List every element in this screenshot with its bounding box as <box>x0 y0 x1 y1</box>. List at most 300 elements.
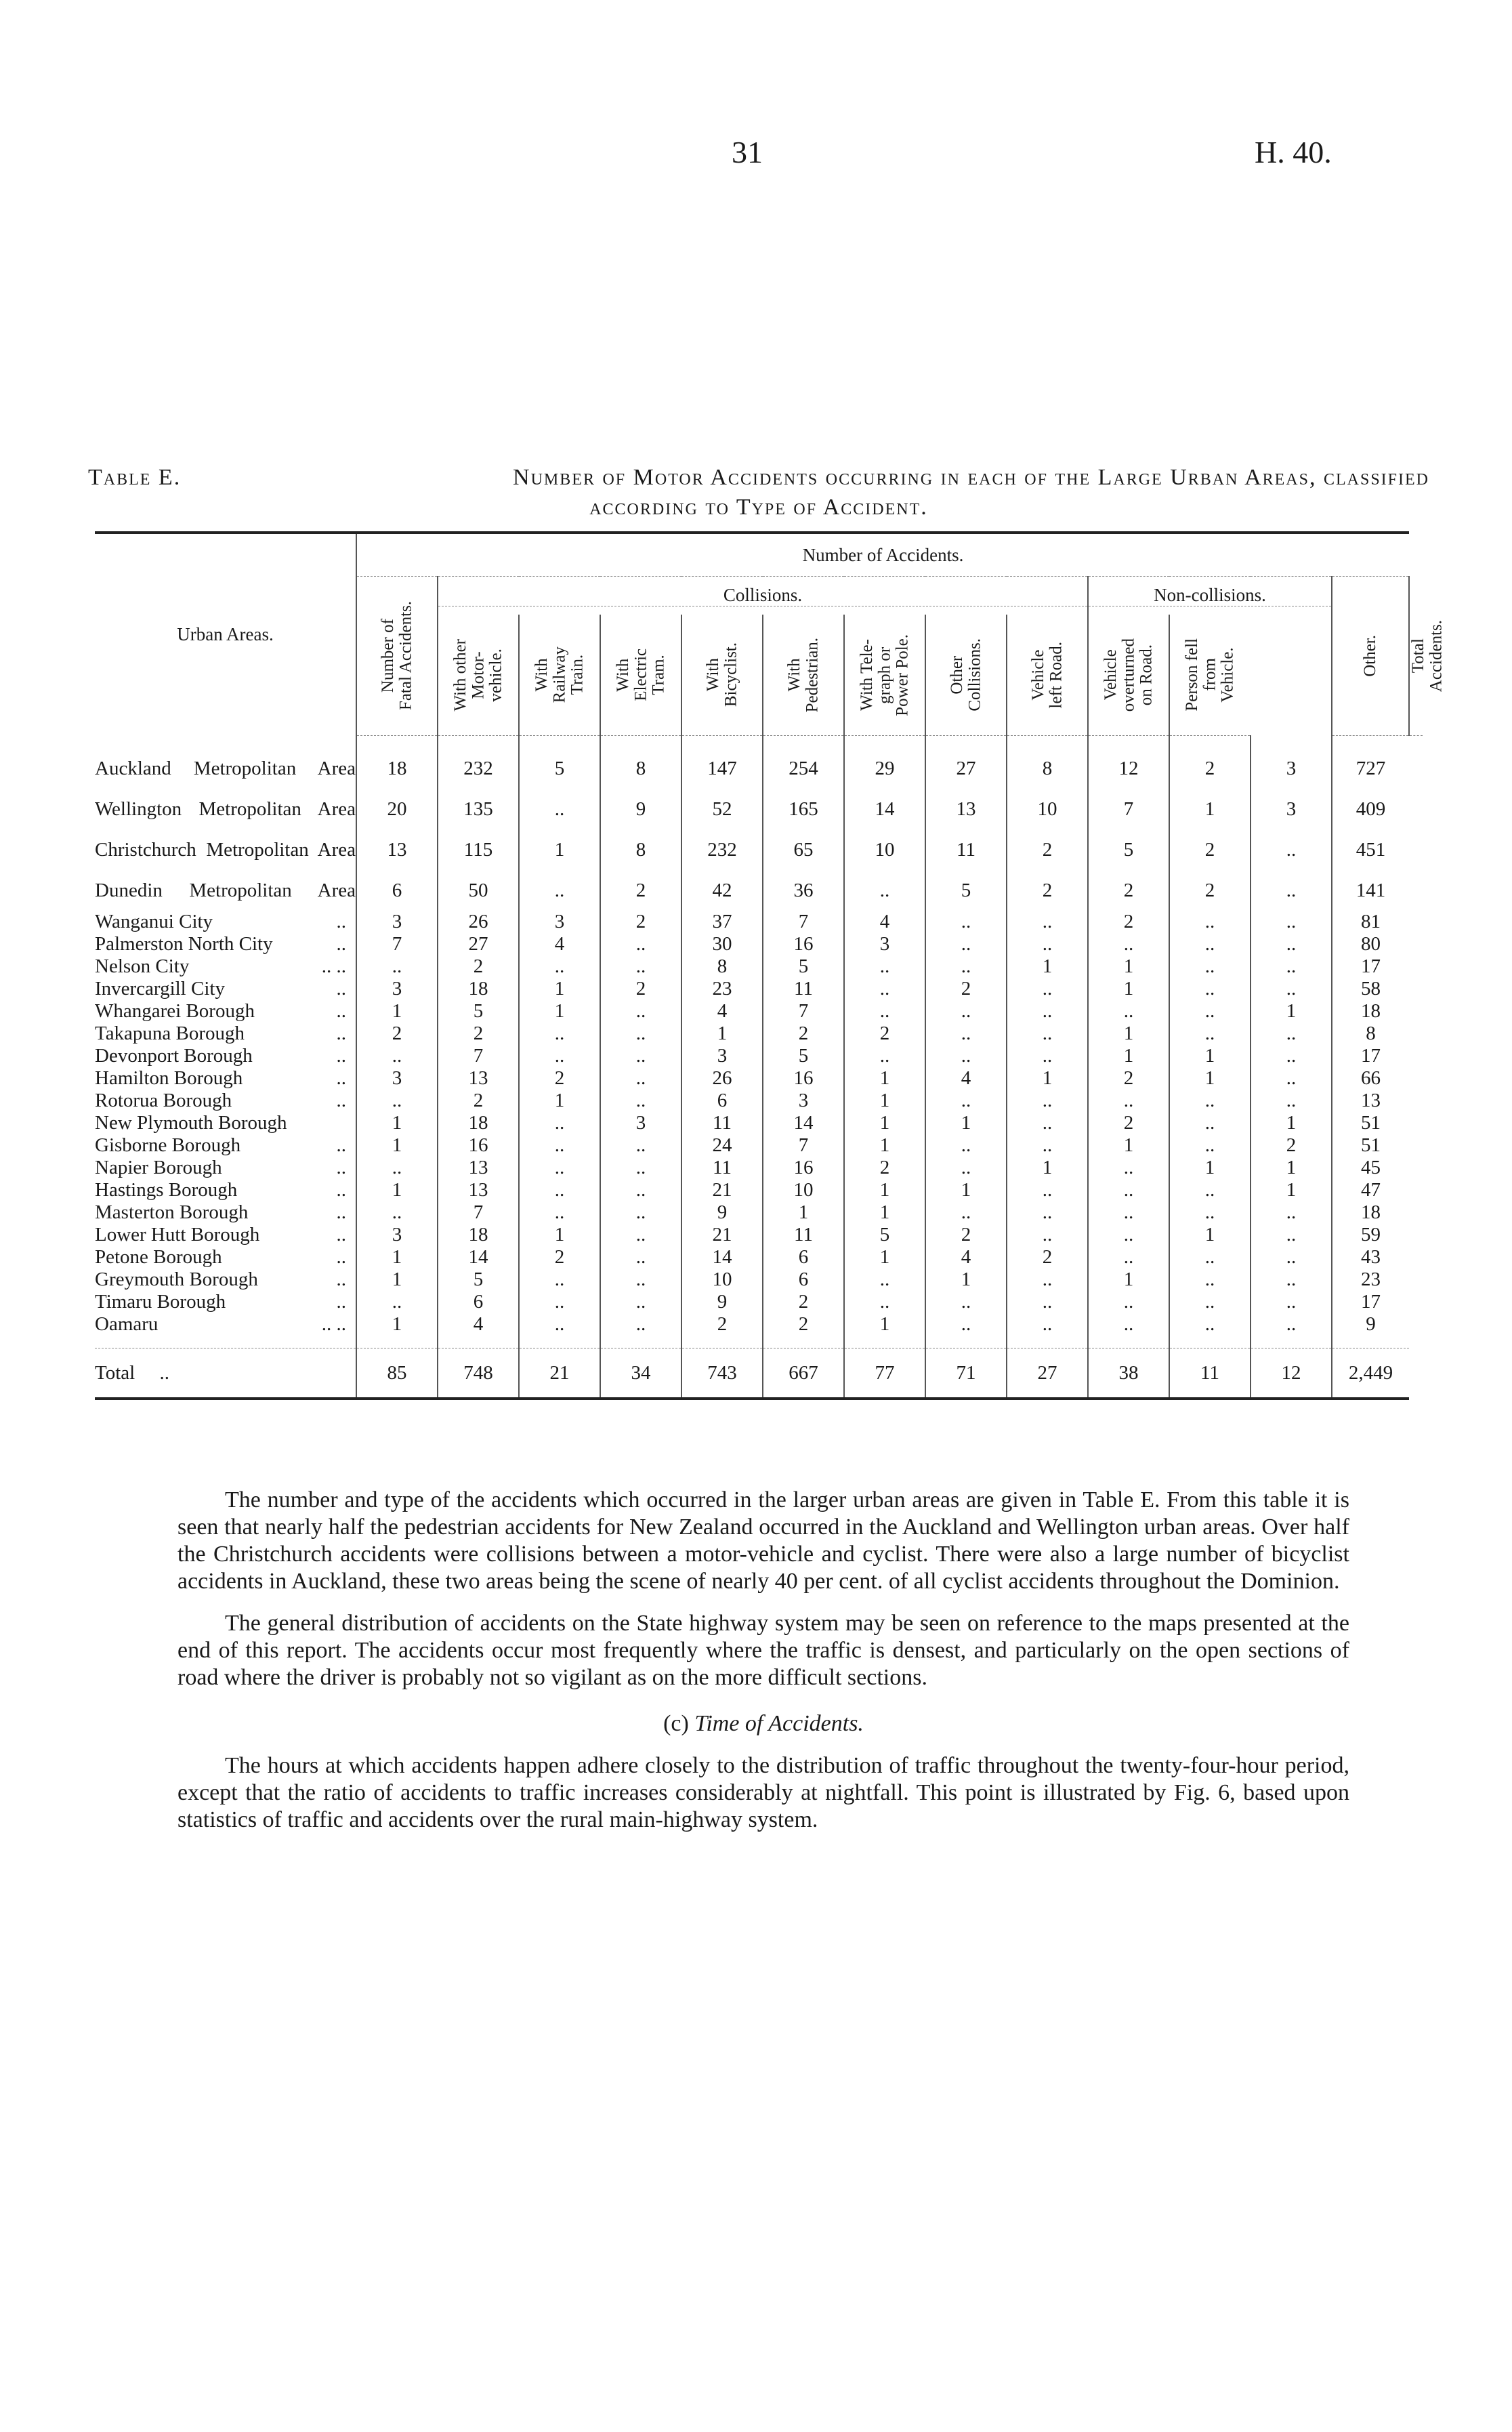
table-label: Table E. <box>88 465 182 490</box>
cell: 1 <box>1088 1023 1169 1045</box>
cell: 1 <box>1169 1067 1251 1090</box>
area-name: Invercargill City .. <box>95 978 346 999</box>
cell: 7 <box>438 1045 519 1067</box>
cell: 1 <box>356 1313 438 1336</box>
cell: 1 <box>356 1112 438 1134</box>
cell: 2 <box>763 1023 844 1045</box>
cell: 8 <box>681 955 763 978</box>
cell: .. <box>1007 1179 1088 1201</box>
col-left-road: Vehicle left Road. <box>1007 615 1088 736</box>
cell: 8 <box>600 829 681 870</box>
cell: .. <box>1007 1269 1088 1291</box>
cell: .. <box>519 1313 600 1336</box>
cell: 1 <box>1088 1045 1169 1067</box>
cell: 77 <box>844 1348 925 1399</box>
area-name: Takapuna Borough .. <box>95 1023 346 1044</box>
cell: 1 <box>925 1269 1007 1291</box>
cell: 2 <box>519 1246 600 1269</box>
cell: .. <box>1251 1023 1332 1045</box>
cell: 1 <box>844 1201 925 1224</box>
cell: .. <box>1088 1201 1169 1224</box>
cell: 12 <box>1251 1348 1332 1399</box>
col-total: Total Accidents. <box>1409 577 1423 736</box>
cell: 115 <box>438 829 519 870</box>
cell: 3 <box>356 1224 438 1246</box>
cell: 27 <box>1007 1348 1088 1399</box>
cell: 10 <box>681 1269 763 1291</box>
cell: 45 <box>1332 1157 1409 1179</box>
cell: 2 <box>1007 1246 1088 1269</box>
cell: 7 <box>763 911 844 933</box>
table-row <box>95 1090 1423 1112</box>
cell: 727 <box>1332 748 1409 789</box>
cell: 1 <box>519 829 600 870</box>
cell: .. <box>600 1269 681 1291</box>
cell: .. <box>1007 1000 1088 1023</box>
cell: 2 <box>356 1023 438 1045</box>
cell: 1 <box>844 1246 925 1269</box>
total-row <box>95 1348 1423 1399</box>
table-title-line2: according to Type of Accident. <box>589 495 928 520</box>
table-row <box>95 1291 1423 1313</box>
cell: .. <box>1251 1246 1332 1269</box>
cell: .. <box>1007 1023 1088 1045</box>
table-row <box>95 1269 1423 1291</box>
cell: 47 <box>1332 1179 1409 1201</box>
cell: 7 <box>763 1000 844 1023</box>
cell: 1 <box>844 1090 925 1112</box>
cell: .. <box>1088 1090 1169 1112</box>
cell: 13 <box>356 829 438 870</box>
cell: .. <box>519 1112 600 1134</box>
cell: 26 <box>681 1067 763 1090</box>
cell: 21 <box>681 1179 763 1201</box>
cell: .. <box>519 1201 600 1224</box>
cell: .. <box>519 1157 600 1179</box>
cell: 3 <box>763 1090 844 1112</box>
cell: 14 <box>438 1246 519 1269</box>
cell: .. <box>925 933 1007 955</box>
cell: 11 <box>681 1112 763 1134</box>
cell: .. <box>1088 1157 1169 1179</box>
paragraph-2: The general distribution of accidents on the State highway system may be seen on reference to the maps presented at the end of this report. The accidents occur most frequently where the traffic is densest, and particularly on the open sections of road where the driver is probably not so vigilant as on the more difficult sections. <box>177 1611 1349 1690</box>
cell: .. <box>600 1179 681 1201</box>
cell: .. <box>1169 911 1251 933</box>
area-name: Wellington Metropolitan Area <box>95 798 356 820</box>
cell: .. <box>925 1291 1007 1313</box>
cell: 1 <box>925 1112 1007 1134</box>
cell: .. <box>519 1134 600 1157</box>
cell: .. <box>1169 1313 1251 1336</box>
table-row <box>95 1000 1423 1023</box>
cell: 65 <box>763 829 844 870</box>
cell: .. <box>356 1090 438 1112</box>
collisions-header: Collisions. <box>438 577 1088 615</box>
cell: 1 <box>519 978 600 1000</box>
cell: .. <box>1007 1045 1088 1067</box>
cell: 1 <box>1251 1000 1332 1023</box>
cell: 2 <box>1169 829 1251 870</box>
cell: 2 <box>1007 829 1088 870</box>
table-row <box>95 1246 1423 1269</box>
cell: 34 <box>600 1348 681 1399</box>
cell: 10 <box>844 829 925 870</box>
cell: 1 <box>519 1224 600 1246</box>
cell: .. <box>1007 1090 1088 1112</box>
cell: 27 <box>925 748 1007 789</box>
cell: 20 <box>356 789 438 829</box>
cell: 7 <box>763 1134 844 1157</box>
cell: 2 <box>1251 1134 1332 1157</box>
area-name: Gisborne Borough .. <box>95 1134 346 1156</box>
cell: .. <box>1251 933 1332 955</box>
cell: 59 <box>1332 1224 1409 1246</box>
cell: 6 <box>438 1291 519 1313</box>
area-name: Devonport Borough .. <box>95 1045 346 1067</box>
cell: 3 <box>681 1045 763 1067</box>
cell: .. <box>1251 1045 1332 1067</box>
cell: 13 <box>438 1179 519 1201</box>
cell: .. <box>1007 1224 1088 1246</box>
cell: 6 <box>763 1246 844 1269</box>
cell: 10 <box>1007 789 1088 829</box>
area-name: Palmerston North City .. <box>95 933 346 955</box>
cell: 1 <box>844 1179 925 1201</box>
cell: 1 <box>356 1179 438 1201</box>
cell: .. <box>600 1291 681 1313</box>
cell: 1 <box>519 1090 600 1112</box>
area-name: Dunedin Metropolitan Area <box>95 879 356 901</box>
body-text <box>177 1487 1349 1849</box>
cell: .. <box>1007 978 1088 1000</box>
area-name: Hamilton Borough .. <box>95 1067 346 1089</box>
cell: 16 <box>438 1134 519 1157</box>
cell: 24 <box>681 1134 763 1157</box>
cell: 18 <box>438 978 519 1000</box>
area-name: Lower Hutt Borough .. <box>95 1224 346 1245</box>
cell: 71 <box>925 1348 1007 1399</box>
cell: 18 <box>438 1112 519 1134</box>
cell: 165 <box>763 789 844 829</box>
cell: 141 <box>1332 870 1409 911</box>
cell: .. <box>1007 911 1088 933</box>
cell: .. <box>1251 1067 1332 1090</box>
col-overturned: Vehicle overturned on Road. <box>1088 615 1169 736</box>
cell: .. <box>600 933 681 955</box>
cell: 23 <box>681 978 763 1000</box>
cell: .. <box>1251 911 1332 933</box>
col-fell: Person fell from Vehicle. <box>1169 615 1251 736</box>
cell: 4 <box>519 933 600 955</box>
table-row <box>95 789 1423 829</box>
cell: .. <box>519 1269 600 1291</box>
cell: 14 <box>844 789 925 829</box>
area-name: Auckland Metropolitan Area <box>95 757 356 779</box>
cell: 1 <box>1088 1134 1169 1157</box>
area-name: Nelson City .. .. <box>95 955 346 977</box>
cell: 1 <box>356 1269 438 1291</box>
cell: .. <box>1251 1090 1332 1112</box>
table-body <box>95 736 1423 1348</box>
cell: .. <box>600 1157 681 1179</box>
cell: .. <box>925 955 1007 978</box>
cell: 4 <box>925 1246 1007 1269</box>
cell: 1 <box>1007 1067 1088 1090</box>
cell: 37 <box>681 911 763 933</box>
cell: .. <box>519 789 600 829</box>
cell: .. <box>356 1045 438 1067</box>
cell: 2 <box>1088 1067 1169 1090</box>
cell: .. <box>519 1045 600 1067</box>
cell: .. <box>844 1000 925 1023</box>
cell: 2 <box>438 1023 519 1045</box>
cell: 2 <box>925 1224 1007 1246</box>
cell: 135 <box>438 789 519 829</box>
cell: 2 <box>1007 870 1088 911</box>
cell: .. <box>1088 1246 1169 1269</box>
table-row <box>95 1134 1423 1157</box>
cell: 8 <box>1007 748 1088 789</box>
cell: .. <box>1007 933 1088 955</box>
table-row <box>95 933 1423 955</box>
cell: 5 <box>763 955 844 978</box>
cell: 26 <box>438 911 519 933</box>
cell: 2 <box>925 978 1007 1000</box>
cell: 17 <box>1332 1045 1409 1067</box>
cell: 3 <box>356 978 438 1000</box>
area-column-header: Urban Areas. <box>95 533 356 736</box>
cell: .. <box>925 1313 1007 1336</box>
cell: 38 <box>1088 1348 1169 1399</box>
table-title <box>88 465 1429 520</box>
cell: 254 <box>763 748 844 789</box>
cell: 2 <box>763 1291 844 1313</box>
table-row <box>95 1224 1423 1246</box>
cell: 43 <box>1332 1246 1409 1269</box>
cell: 1 <box>1088 955 1169 978</box>
table-row <box>95 748 1423 789</box>
cell: 743 <box>681 1348 763 1399</box>
cell: .. <box>1251 1313 1332 1336</box>
cell: 52 <box>681 789 763 829</box>
cell: .. <box>1007 1313 1088 1336</box>
cell: 85 <box>356 1348 438 1399</box>
cell: 18 <box>1332 1201 1409 1224</box>
table-row <box>95 870 1423 911</box>
cell: .. <box>1251 978 1332 1000</box>
table-row <box>95 1201 1423 1224</box>
paragraph-1: The number and type of the accidents which occurred in the larger urban areas are given in Table E. From this table it is seen that nearly half the pedestrian accidents for New Zealand occurred in the Auckland and Wellington urban areas. Over half the Christchurch accidents were collisions between a motor-vehicle and cyclist. There were also a large number of bicyclist accidents in Auckland, these two areas being the scene of nearly 40 per cent. of all cyclist accidents throughout the Dominion. <box>177 1487 1349 1594</box>
cell: .. <box>600 1023 681 1045</box>
cell: .. <box>1007 1112 1088 1134</box>
cell: 14 <box>763 1112 844 1134</box>
table-title-line1: Number of Motor Accidents occurring in each of the Large Urban Areas, classified <box>513 465 1429 490</box>
table-row <box>95 829 1423 870</box>
cell: 9 <box>600 789 681 829</box>
cell: 7 <box>1088 789 1169 829</box>
col-bicyclist: With Bicyclist. <box>681 615 763 736</box>
cell: 13 <box>1332 1090 1409 1112</box>
cell: .. <box>1169 1291 1251 1313</box>
cell: 11 <box>681 1157 763 1179</box>
cell: .. <box>925 1090 1007 1112</box>
cell: 11 <box>925 829 1007 870</box>
cell: .. <box>1169 955 1251 978</box>
cell: .. <box>1169 1134 1251 1157</box>
cell: 5 <box>763 1045 844 1067</box>
cell: 9 <box>681 1291 763 1313</box>
cell: 1 <box>1088 1269 1169 1291</box>
col-railway: With Railway Train. <box>519 615 600 736</box>
cell: .. <box>925 1134 1007 1157</box>
cell: 58 <box>1332 978 1409 1000</box>
cell: 16 <box>763 933 844 955</box>
cell: 409 <box>1332 789 1409 829</box>
area-name: New Plymouth Borough <box>95 1112 287 1134</box>
total-label: Total .. <box>95 1348 356 1399</box>
area-name: Petone Borough .. <box>95 1246 346 1268</box>
cell: 3 <box>1251 748 1332 789</box>
area-name: Masterton Borough .. <box>95 1201 346 1223</box>
cell: 2 <box>438 1090 519 1112</box>
cell: 1 <box>1007 1157 1088 1179</box>
cell: .. <box>519 1179 600 1201</box>
cell: 2 <box>438 955 519 978</box>
cell: .. <box>356 1291 438 1313</box>
cell: 1 <box>356 1134 438 1157</box>
cell: .. <box>1169 1269 1251 1291</box>
cell: 11 <box>1169 1348 1251 1399</box>
cell: 1 <box>1088 978 1169 1000</box>
cell: 16 <box>763 1157 844 1179</box>
cell: .. <box>356 955 438 978</box>
cell: .. <box>1088 933 1169 955</box>
cell: .. <box>600 1224 681 1246</box>
cell: 9 <box>1332 1313 1409 1336</box>
cell: 2,449 <box>1332 1348 1409 1399</box>
cell: .. <box>1169 1090 1251 1112</box>
cell: 21 <box>681 1224 763 1246</box>
cell: 2 <box>1169 870 1251 911</box>
cell: .. <box>844 955 925 978</box>
area-name: Timaru Borough .. <box>95 1291 346 1313</box>
cell: 2 <box>844 1157 925 1179</box>
cell: 13 <box>925 789 1007 829</box>
cell: 8 <box>600 748 681 789</box>
table-row <box>95 1045 1423 1067</box>
group-header: Number of Accidents. <box>356 533 1409 577</box>
cell: 3 <box>600 1112 681 1134</box>
cell: .. <box>1169 1179 1251 1201</box>
cell: 1 <box>519 1000 600 1023</box>
cell: 6 <box>681 1090 763 1112</box>
cell: 5 <box>925 870 1007 911</box>
cell: .. <box>844 978 925 1000</box>
table-row <box>95 1067 1423 1090</box>
cell: .. <box>1169 1201 1251 1224</box>
cell: 21 <box>519 1348 600 1399</box>
table-row <box>95 978 1423 1000</box>
cell: 1 <box>681 1023 763 1045</box>
cell: 2 <box>1088 911 1169 933</box>
section-heading: (c) Time of Accidents. <box>663 1711 864 1736</box>
cell: 1 <box>1007 955 1088 978</box>
col-tram: With Electric Tram. <box>600 615 681 736</box>
cell: 5 <box>844 1224 925 1246</box>
cell: 2 <box>844 1023 925 1045</box>
cell: .. <box>925 1023 1007 1045</box>
cell: .. <box>844 1291 925 1313</box>
cell: 1 <box>1251 1157 1332 1179</box>
area-name: Greymouth Borough .. <box>95 1269 346 1290</box>
cell: 2 <box>600 911 681 933</box>
cell: 10 <box>763 1179 844 1201</box>
cell: .. <box>519 1291 600 1313</box>
cell: 4 <box>681 1000 763 1023</box>
cell: 36 <box>763 870 844 911</box>
cell: .. <box>600 1201 681 1224</box>
non-collisions-header: Non-collisions. <box>1088 577 1332 615</box>
cell: .. <box>844 870 925 911</box>
cell: 27 <box>438 933 519 955</box>
cell: .. <box>1251 1201 1332 1224</box>
cell: 80 <box>1332 933 1409 955</box>
cell: 1 <box>925 1179 1007 1201</box>
cell: 12 <box>1088 748 1169 789</box>
cell: 5 <box>438 1269 519 1291</box>
area-name: Napier Borough .. <box>95 1157 346 1178</box>
cell: 2 <box>763 1313 844 1336</box>
cell: 1 <box>1251 1112 1332 1134</box>
cell: .. <box>1088 1000 1169 1023</box>
cell: 4 <box>438 1313 519 1336</box>
cell: 1 <box>844 1067 925 1090</box>
cell: 17 <box>1332 1291 1409 1313</box>
cell: 42 <box>681 870 763 911</box>
cell: .. <box>1251 1224 1332 1246</box>
cell: .. <box>1007 1201 1088 1224</box>
cell: .. <box>1169 933 1251 955</box>
cell: 1 <box>844 1134 925 1157</box>
cell: 1 <box>1169 789 1251 829</box>
cell: 1 <box>844 1112 925 1134</box>
cell: .. <box>356 1201 438 1224</box>
cell: .. <box>1169 1246 1251 1269</box>
cell: 18 <box>356 748 438 789</box>
cell: .. <box>1251 955 1332 978</box>
cell: .. <box>1251 829 1332 870</box>
table-row <box>95 1112 1423 1134</box>
area-name: Christchurch Metropolitan Area <box>95 838 356 861</box>
cell: 2 <box>600 978 681 1000</box>
cell: .. <box>925 911 1007 933</box>
cell: 16 <box>763 1067 844 1090</box>
cell: .. <box>925 1201 1007 1224</box>
cell: 3 <box>519 911 600 933</box>
cell: 147 <box>681 748 763 789</box>
cell: 2 <box>600 870 681 911</box>
cell: 5 <box>519 748 600 789</box>
col-pedestrian: With Pedestrian. <box>763 615 844 736</box>
cell: .. <box>925 1045 1007 1067</box>
cell: .. <box>600 1045 681 1067</box>
cell: 13 <box>438 1157 519 1179</box>
table-row <box>95 955 1423 978</box>
table-row <box>95 1313 1423 1336</box>
cell: 11 <box>763 978 844 1000</box>
cell: 1 <box>1251 1179 1332 1201</box>
cell: .. <box>1088 1291 1169 1313</box>
